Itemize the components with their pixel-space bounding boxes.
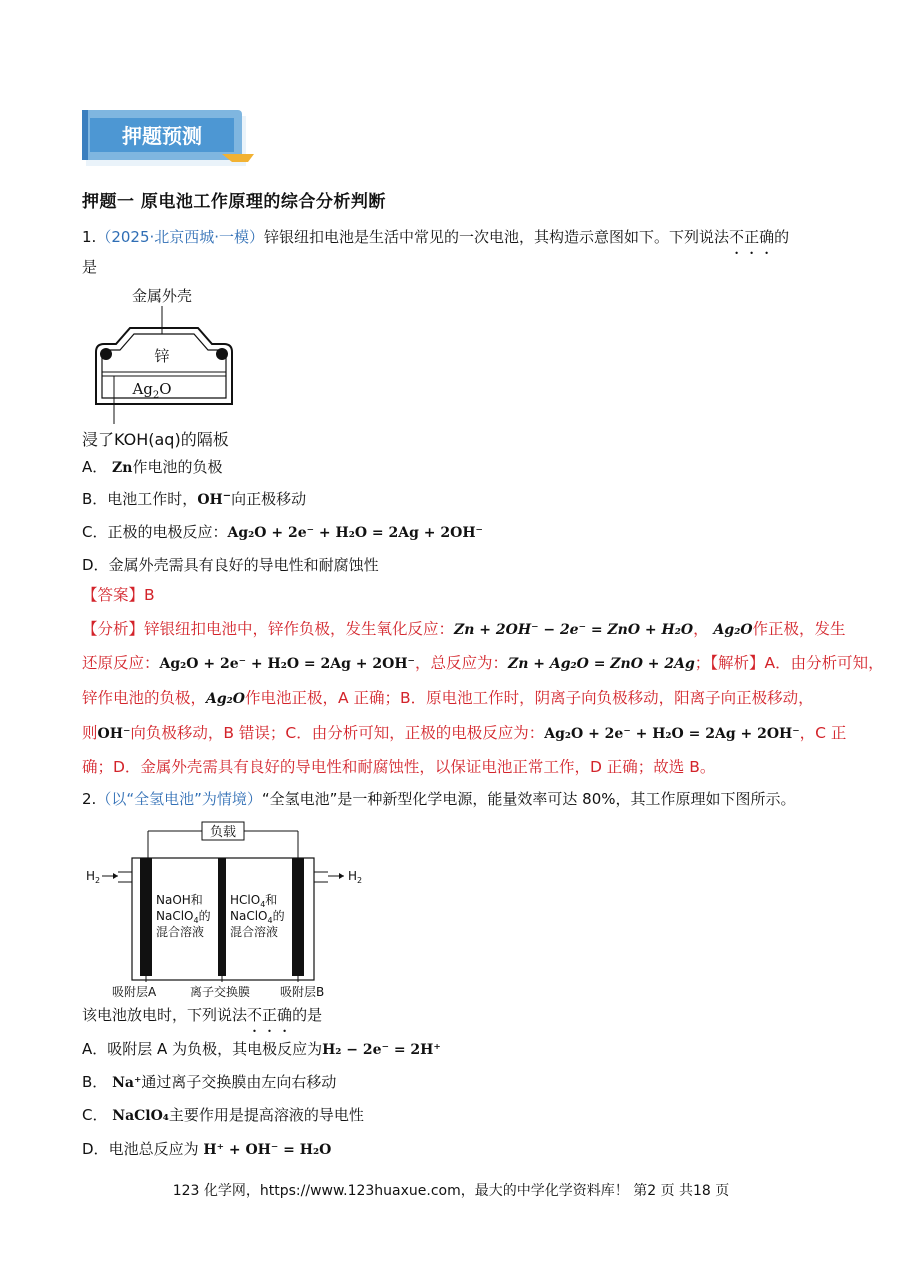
analysis-line-1: 【分析】锌银纽扣电池中，锌作负极，发生氧化反应：Zn + 2OH⁻ − 2e⁻ = ZnO + H₂O， Ag₂O作正极，发生 [82, 620, 846, 638]
q2-d-formula: H⁺ + OH⁻ = H₂O [203, 1142, 332, 1158]
q2-prompt: 该电池放电时，下列说法不正确的是 [82, 1006, 323, 1024]
left-solution-line3: 混合溶液 [156, 925, 205, 939]
banner-label: 押题预测 [122, 124, 202, 148]
analysis-line-5: 确；D．金属外壳需具有良好的导电性和耐腐蚀性，以保证电池正常工作，D 正确；故选 B。 [82, 758, 716, 776]
q2-stem [82, 788, 796, 810]
q1-c-formula: Ag₂O + 2e⁻ + H₂O = 2Ag + 2OH⁻ [227, 525, 483, 541]
q1-option-d[interactable]: D．金属外壳需具有良好的导电性和耐腐蚀性 [82, 556, 379, 574]
banner-graphic [82, 110, 254, 168]
q1-option-b[interactable]: B．电池工作时，OH−向正极移动 [82, 490, 307, 508]
q1-option-c[interactable]: C．正极的电极反应：Ag₂O + 2e⁻ + H₂O = 2Ag + 2OH⁻ [82, 523, 483, 541]
section-title: 押题一 原电池工作原理的综合分析判断 [82, 192, 386, 212]
analysis-line-2: 还原反应：Ag₂O + 2e⁻ + H₂O = 2Ag + 2OH⁻，总反应为：Zn + Ag₂O = ZnO + 2Ag；【解析】A．由分析可知， [82, 654, 884, 672]
q1-emph [729, 228, 774, 246]
label-zinc: 锌 [154, 347, 170, 365]
label-ag2o: $Ag_2O$ [132, 380, 172, 401]
q2-option-c[interactable]: C． NaClO₄主要作用是提高溶液的导电性 [82, 1106, 364, 1124]
q1-b-formula: OH− [197, 490, 232, 508]
q2-b-formula: Na⁺ [112, 1075, 142, 1091]
right-solution-line1: HClO$_4$和 [230, 893, 278, 909]
label-membrane: 离子交换膜 [190, 985, 251, 998]
emphasis-char: 确 [277, 1006, 293, 1024]
q1-number: 1. [82, 228, 97, 246]
q1-a-formula: Zn [112, 460, 133, 476]
q2-source: （以“全氢电池”为情境） [96, 790, 262, 808]
label-load: 负载 [209, 825, 237, 840]
seal-right [216, 348, 228, 360]
adsorption-layer-b [292, 858, 304, 976]
q1-stem: 锌银纽扣电池是生活中常见的一次电池，其构造示意图如下。下列说法 [264, 228, 730, 246]
q2-c-formula: NaClO₄ [112, 1108, 169, 1124]
emphasis-char: 不 [729, 228, 745, 246]
emphasis-char: 确 [759, 228, 775, 246]
q1-stem-line1 [82, 226, 789, 248]
adsorption-layer-a [140, 858, 152, 976]
q2-stem-text: “全氢电池”是一种新型化学电源，能量效率可达 80%，其工作原理如下图所示。 [261, 790, 796, 808]
label-h2-out: $H_2$ [348, 869, 363, 885]
label-layer-a: 吸附层A [112, 985, 157, 998]
emphasis-char: 正 [744, 228, 760, 246]
q1-source: （2025·北京西城·一模） [96, 228, 265, 246]
label-layer-b: 吸附层B [280, 985, 325, 998]
section-banner [82, 110, 254, 168]
right-solution-line2: NaClO$_4$的 [230, 909, 285, 925]
label-separator: 浸了KOH(aq)的隔板 [82, 430, 229, 449]
q1-answer [82, 584, 155, 606]
right-solution-line3: 混合溶液 [230, 925, 279, 939]
emphasis-char: 不 [247, 1006, 263, 1024]
left-solution-line2: NaClO$_4$的 [156, 909, 211, 925]
left-solution-line1: NaOH和 [156, 893, 203, 907]
analysis-line-4: 则OH⁻向负极移动，B 错误；C．由分析可知，正极的电极反应为：Ag₂O + 2e⁻ + H₂O = 2Ag + 2OH⁻，C 正 [82, 724, 847, 742]
answer-value: B [144, 586, 155, 604]
label-h2-in: $H_2$ [86, 869, 101, 885]
answer-tag: 【答案】 [82, 586, 145, 604]
q2-a-formula: H₂ − 2e⁻ = 2H⁺ [322, 1042, 441, 1058]
q2-option-b[interactable]: B． Na⁺通过离子交换膜由左向右移动 [82, 1073, 337, 1091]
q2-option-d[interactable]: D．电池总反应为 H⁺ + OH⁻ = H₂O [82, 1140, 332, 1158]
q2-hydrogen-cell-figure [82, 818, 372, 998]
q2-option-a[interactable]: A．吸附层 A 为负极，其电极反应为H₂ − 2e⁻ = 2H⁺ [82, 1040, 441, 1058]
q2-number: 2. [82, 790, 97, 808]
q1-stem-line2: 是 [82, 258, 98, 276]
seal-left [100, 348, 112, 360]
q1-option-a[interactable]: A． Zn作电池的负极 [82, 458, 223, 476]
emphasis-char: 正 [262, 1006, 278, 1024]
ion-exchange-membrane [218, 858, 226, 976]
label-shell: 金属外壳 [131, 287, 193, 305]
q2-emphasis-text [247, 1006, 292, 1024]
q1-stem-end: 的 [774, 228, 790, 246]
analysis-line-3: 锌作电池的负极，Ag₂O作电池正极，A 正确；B．原电池工作时，阴离子向负极移动，阳离子向正极移动， [82, 689, 814, 707]
q1-emphasis-text [729, 228, 774, 246]
hydrogen-cell-diagram [82, 818, 372, 998]
page-footer: 123 化学网，https://www.123huaxue.com，最大的中学化学资料库！ 第2 页 共18 页 [172, 1183, 730, 1199]
